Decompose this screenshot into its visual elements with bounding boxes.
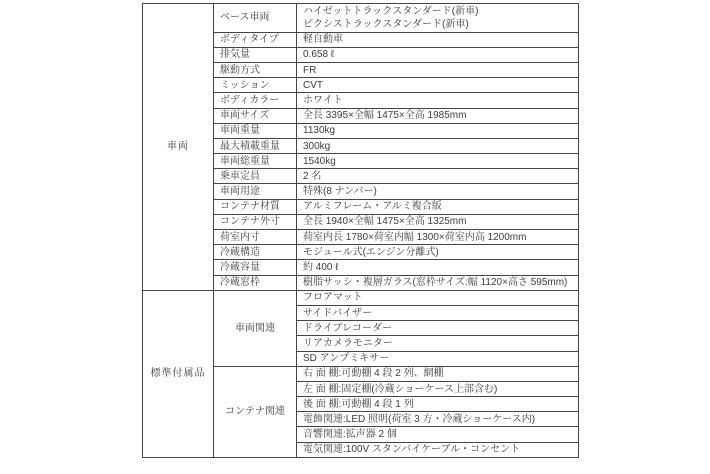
spec-value: 樹脂サッシ・複層ガラス(窓枠サイズ:幅 1120×高さ 595mm): [297, 275, 579, 290]
accessory-item: リアカメラモニター: [297, 336, 579, 351]
spec-value: 1540kg: [297, 154, 579, 169]
spec-label: 車両総重量: [214, 154, 297, 169]
accessory-item: 電気関連:100V スタンバイケーブル・コンセント: [297, 442, 579, 457]
spec-table-body: [143, 4, 579, 458]
spec-label: 車両サイズ: [214, 108, 297, 123]
accessory-item: 後 面 棚:可動棚 4 段 1 列: [297, 397, 579, 412]
spec-label: 乗車定員: [214, 169, 297, 184]
spec-value: 1130kg: [297, 123, 579, 138]
spec-value: 0.658 ℓ: [297, 47, 579, 62]
accessory-item: サイドバイザー: [297, 305, 579, 320]
spec-label: 冷蔵構造: [214, 245, 297, 260]
accessory-item: ドライブレコーダー: [297, 321, 579, 336]
table-row: [143, 290, 579, 305]
spec-value: 荷室内長 1780×荷室内幅 1300×荷室内高 1200mm: [297, 230, 579, 245]
spec-value: 軽自動車: [297, 32, 579, 47]
accessory-item: 左 面 棚:固定棚(冷蔵ショーケース上部含む): [297, 381, 579, 396]
spec-label: ボディタイプ: [214, 32, 297, 47]
spec-value: 2 名: [297, 169, 579, 184]
spec-value: CVT: [297, 78, 579, 93]
spec-label: ミッション: [214, 78, 297, 93]
accessory-item: SD アンプミキサー: [297, 351, 579, 366]
spec-label: 荷室内寸: [214, 230, 297, 245]
section-label-vehicle: 車両: [143, 4, 214, 291]
spec-value: モジュール式(エンジン分離式): [297, 245, 579, 260]
spec-label: ボディカラー: [214, 93, 297, 108]
spec-value: [297, 4, 579, 33]
spec-value: ホワイト: [297, 93, 579, 108]
spec-value: アルミフレーム・アルミ複合版: [297, 199, 579, 214]
group-label: コンテナ関連: [214, 366, 297, 457]
spec-label: 冷蔵窓枠: [214, 275, 297, 290]
spec-label: 排気量: [214, 47, 297, 62]
spec-value-line: ピクシストラックスタンダード(新車): [303, 18, 469, 30]
spec-label: 最大積載重量: [214, 138, 297, 153]
spec-label: 車両重量: [214, 123, 297, 138]
accessory-item: フロアマット: [297, 290, 579, 305]
spec-label: ベース車両: [214, 4, 297, 33]
spec-value: 特殊(8 ナンバー): [297, 184, 579, 199]
spec-label: 冷蔵容量: [214, 260, 297, 275]
section-label-accessories: 標準付属品: [143, 290, 214, 457]
spec-value: 全長 1940×全幅 1475×全高 1325mm: [297, 214, 579, 229]
group-label: 車両関連: [214, 290, 297, 366]
accessory-item: 電飾関連:LED 照明(荷室 3 方・冷蔵ショーケース内): [297, 412, 579, 427]
spec-label: 駆動方式: [214, 62, 297, 77]
table-row: [143, 4, 579, 33]
vehicle-spec-table: [142, 3, 579, 458]
spec-label: コンテナ外寸: [214, 214, 297, 229]
spec-value-line: ハイゼットトラックスタンダード(新車): [303, 5, 479, 17]
spec-value: 全長 3395×全幅 1475×全高 1985mm: [297, 108, 579, 123]
accessory-item: 右 面 棚:可動棚 4 段 2 列、網棚: [297, 366, 579, 381]
accessory-item: 音響関連:拡声器 2 個: [297, 427, 579, 442]
spec-value: 300kg: [297, 138, 579, 153]
spec-label: 車両用途: [214, 184, 297, 199]
spec-label: コンテナ材質: [214, 199, 297, 214]
spec-value: 約 400 ℓ: [297, 260, 579, 275]
spec-value: FR: [297, 62, 579, 77]
